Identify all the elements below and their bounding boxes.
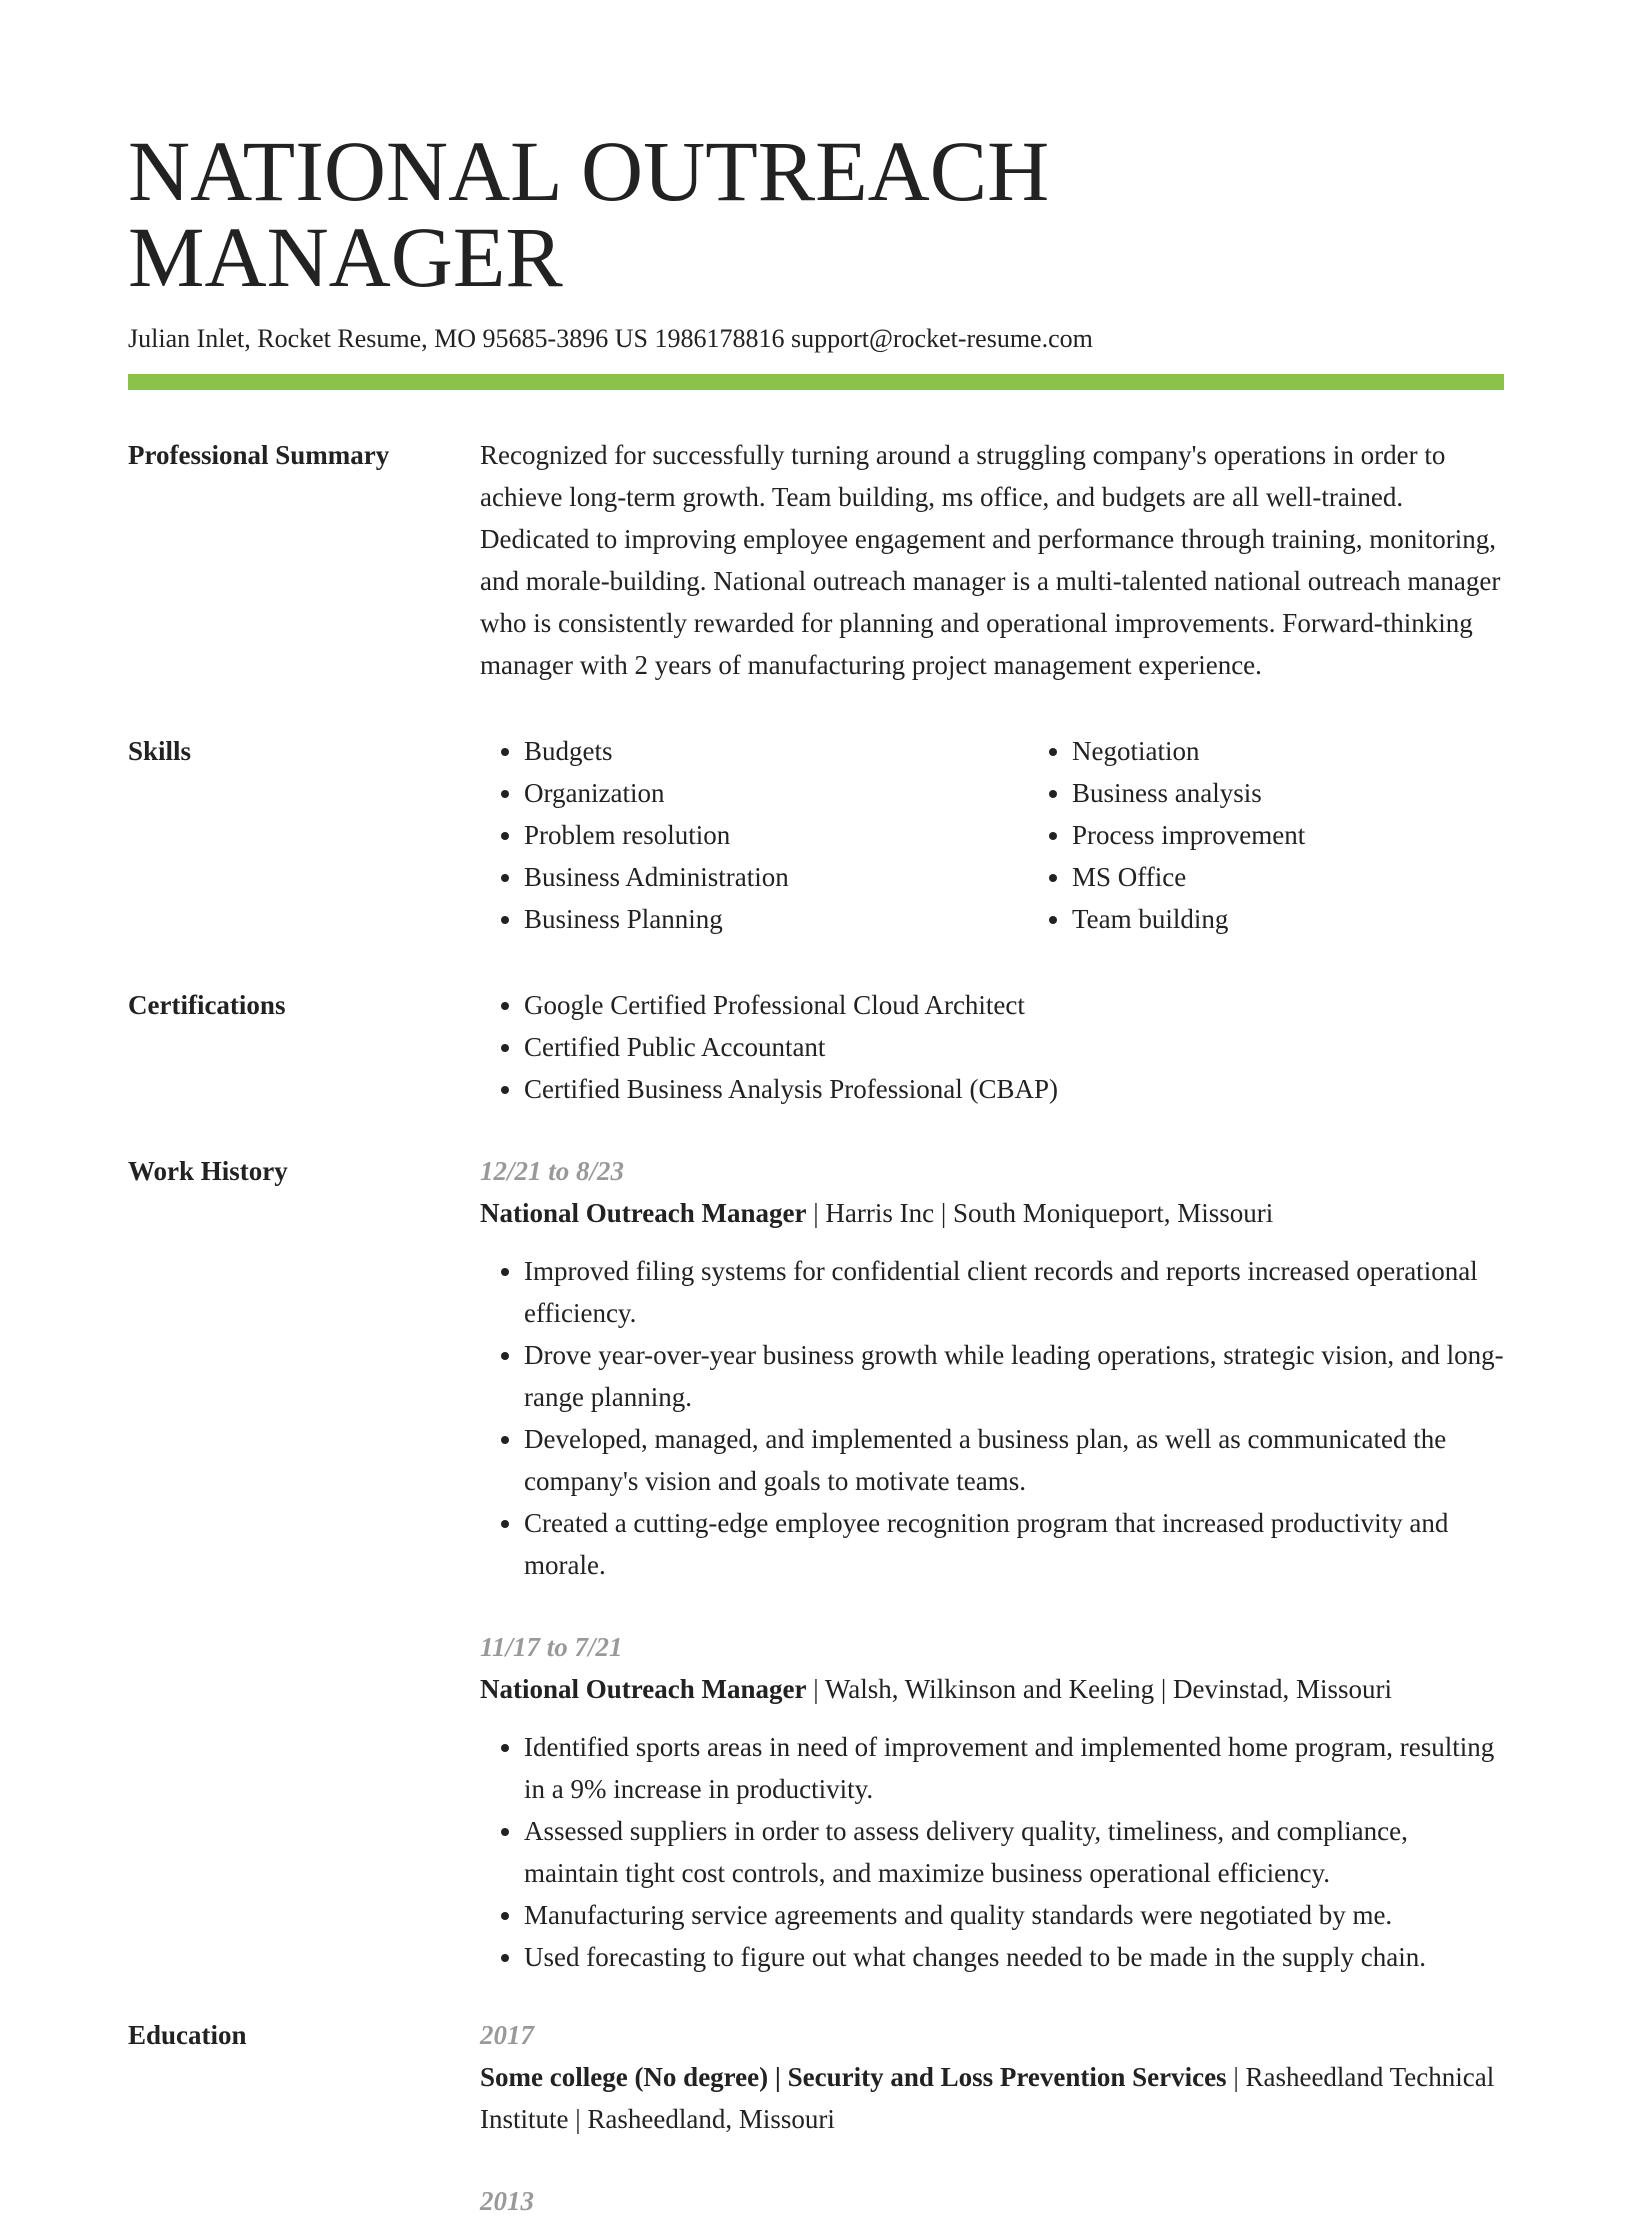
job-details: | Walsh, Wilkinson and Keeling | Devinstad, Missouri <box>806 1674 1392 1704</box>
section-label-summary: Professional Summary <box>128 440 390 470</box>
job-entry <box>480 1150 1504 1586</box>
summary-section <box>128 434 1504 686</box>
education-year: 2017 <box>480 2020 534 2050</box>
job-bullet: • Used forecasting to figure out what changes needed to be made in the supply chain. <box>524 1936 1504 1978</box>
skill-item: • Organization <box>524 772 1028 814</box>
skill-item: • Business analysis <box>1072 772 1576 814</box>
skill-item: • Negotiation <box>1072 730 1576 772</box>
header-divider <box>128 374 1504 390</box>
skill-item: • Process improvement <box>1072 814 1576 856</box>
certification-item: • Certified Business Analysis Professional (CBAP) <box>524 1068 1504 1110</box>
summary-text: Recognized for successfully turning around a struggling company's operations in order to achieve long-term growth. Team building, ms office, and budgets are all well-trained. Dedicated to improving employee engagement and performance through training, monitoring, and morale-building. National outreach manager is a multi-talented national outreach manager who is consistently rewarded for planning and operational improvements. Forward-thinking manager with 2 years of manufacturing project management experience. <box>480 440 1501 680</box>
certification-item: • Google Certified Professional Cloud Architect <box>524 984 1504 1026</box>
job-bullet: • Assessed suppliers in order to assess delivery quality, timeliness, and compliance, maintain tight cost controls, and maximize business operational efficiency. <box>524 1810 1504 1894</box>
certifications-section <box>128 984 1504 1110</box>
skills-section <box>128 730 1504 940</box>
education-heading <box>480 2056 1504 2140</box>
job-title: National Outreach Manager <box>480 1198 807 1228</box>
section-label-certifications: Certifications <box>128 990 286 1020</box>
job-bullet: • Manufacturing service agreements and quality standards were negotiated by me. <box>524 1894 1504 1936</box>
job-details: | Harris Inc | South Moniqueport, Missouri <box>806 1198 1274 1228</box>
skill-item: • Team building <box>1072 898 1576 940</box>
job-dates: 12/21 to 8/23 <box>480 1156 625 1186</box>
candidate-name: NATIONAL OUTREACH MANAGER <box>128 123 1050 305</box>
job-entry <box>480 1626 1504 1978</box>
education-section <box>128 2014 1504 2222</box>
section-label-education: Education <box>128 2020 247 2050</box>
skills-column-2 <box>1028 730 1576 940</box>
skill-item: • MS Office <box>1072 856 1576 898</box>
education-entry <box>480 2014 1504 2140</box>
certification-item: • Certified Public Accountant <box>524 1026 1504 1068</box>
job-title: National Outreach Manager <box>480 1674 807 1704</box>
education-degree: Some college (No degree) | Security and Loss Prevention Services <box>480 2062 1227 2092</box>
skill-item: • Problem resolution <box>524 814 1028 856</box>
job-bullet: • Identified sports areas in need of improvement and implemented home program, resulting in a 9% increase in productivity. <box>524 1726 1504 1810</box>
job-heading <box>480 1668 1504 1710</box>
education-year: 2013 <box>480 2186 534 2216</box>
certifications-list <box>480 984 1504 1110</box>
skill-item: • Business Planning <box>524 898 1028 940</box>
job-bullet: • Developed, managed, and implemented a business plan, as well as communicated the company's vision and goals to motivate teams. <box>524 1418 1504 1502</box>
section-label-work: Work History <box>128 1156 288 1186</box>
job-bullet: • Drove year-over-year business growth while leading operations, strategic vision, and long-range planning. <box>524 1334 1504 1418</box>
job-heading <box>480 1192 1504 1234</box>
job-bullets <box>480 1726 1504 1978</box>
section-label-skills: Skills <box>128 736 192 766</box>
education-details: | Rasheedland Technical Institute | Rasheedland, Missouri <box>480 2062 1495 2134</box>
job-dates: 11/17 to 7/21 <box>480 1632 623 1662</box>
skills-column-1 <box>480 730 1028 940</box>
education-entry <box>480 2180 1504 2222</box>
contact-line: Julian Inlet, Rocket Resume, MO 95685-3896 US 1986178816 support@rocket-resume.com <box>128 324 1093 353</box>
job-bullet: • Created a cutting-edge employee recognition program that increased productivity and morale. <box>524 1502 1504 1586</box>
job-bullets <box>480 1250 1504 1586</box>
skill-item: • Business Administration <box>524 856 1028 898</box>
skill-item: • Budgets <box>524 730 1028 772</box>
work-history-section <box>128 1150 1504 1978</box>
job-bullet: • Improved filing systems for confidential client records and reports increased operational efficiency. <box>524 1250 1504 1334</box>
